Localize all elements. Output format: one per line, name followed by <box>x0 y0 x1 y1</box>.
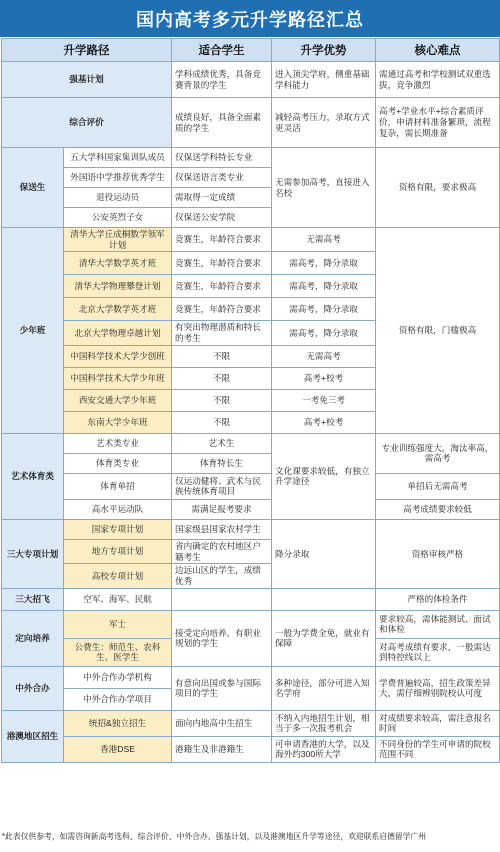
sub-path: 退役运动员 <box>64 188 172 208</box>
cell-advantage: 需高考，降分录取 <box>272 275 376 298</box>
cell-advantage: 一般为学费全免，就业有保障 <box>272 610 376 666</box>
cell-fit: 国家级县国家农村学生 <box>172 519 272 539</box>
table-row <box>2 666 500 688</box>
cell-difficulty: 要求较高，需体能测试、面试和体检 <box>376 610 500 638</box>
cell-fit: 需取得一定成绩 <box>172 188 272 208</box>
sub-path: 西安交通大学少年班 <box>64 389 172 411</box>
cell-advantage: 文化课要求较低，有独立升学途径 <box>272 433 376 519</box>
cell-fit: 竞赛生，年龄符合要求 <box>172 252 272 275</box>
cell-fit: 面向内地高中生招生 <box>172 710 272 736</box>
sub-path: 高水平运动队 <box>64 499 172 519</box>
category-baosong: 保送生 <box>2 148 64 228</box>
cell-fit: 成绩良好，具备全面素质的学生 <box>172 98 272 148</box>
sub-path: 香港DSE <box>64 736 172 762</box>
table-row <box>2 610 500 638</box>
table-row <box>2 736 500 762</box>
table-header-row <box>2 39 500 62</box>
cell-advantage: 需高考，降分录取 <box>272 298 376 321</box>
sub-path: 地方专项计划 <box>64 539 172 563</box>
sub-path: 高校专项计划 <box>64 564 172 588</box>
cell-difficulty: 高考成绩要求较低 <box>376 499 500 519</box>
sub-path: 空军、海军、民航 <box>64 588 172 610</box>
cell-difficulty: 需通过高考和学校测试双重选拔，竞争激烈 <box>376 62 500 98</box>
cell-difficulty: 资格有限，门槛极高 <box>376 228 500 434</box>
cell-difficulty: 对高考成绩有要求，一般需达到特控线以上 <box>376 638 500 666</box>
cell-difficulty: 单招后无需高考 <box>376 473 500 499</box>
cell-fit: 竞赛生，年龄符合要求 <box>172 228 272 252</box>
cell-fit: 竞赛生，年龄符合要求 <box>172 275 272 298</box>
cell-fit: 不限 <box>172 367 272 389</box>
cell-fit: 仅保送公安学院 <box>172 208 272 228</box>
cell-advantage: 可申请香港的大学，以及海外约300所大学 <box>272 736 376 762</box>
header-path: 升学路径 <box>2 39 172 62</box>
table-row <box>2 433 500 453</box>
cell-difficulty: 不同身份的学生可申请的院校范围不同 <box>376 736 500 762</box>
sub-path: 清华大学丘成桐数学领军计划 <box>64 228 172 252</box>
table-row <box>2 519 500 539</box>
sub-path: 清华大学数学英才班 <box>64 252 172 275</box>
cell-fit: 接受定向培养，有职业规划的学生 <box>172 610 272 666</box>
category-zonghe: 综合评价 <box>2 98 172 148</box>
table-row <box>2 499 500 519</box>
cell-fit: 边远山区的学生，成绩优秀 <box>172 564 272 588</box>
cell-difficulty: 高考+学业水平+综合素质评价，申请材料准备繁琐，流程复杂，需长期准备 <box>376 98 500 148</box>
cell-fit: 有意向出国或参与国际项目的学生 <box>172 666 272 710</box>
footnote: *此表仅供参考，如需咨询新高考选科、综合评价、中外合办、强基计划，以及港澳地区升学等途径，欢迎联系启德留学广州 <box>2 832 427 841</box>
sub-path: 清华大学物理攀登计划 <box>64 275 172 298</box>
cell-advantage: 降分录取 <box>272 519 376 588</box>
cell-advantage: 需高考，降分录取 <box>272 321 376 345</box>
cell-fit: 需满足报考要求 <box>172 499 272 519</box>
sub-path: 北京大学数学英才班 <box>64 298 172 321</box>
cell-fit: 港籍生及非港籍生 <box>172 736 272 762</box>
sub-path: 中外合作办学项目 <box>64 688 172 710</box>
cell-difficulty: 专业训练强度大，淘汰率高，需高考 <box>376 433 500 473</box>
table-row <box>2 62 500 98</box>
sub-path: 北京大学物理卓越计划 <box>64 321 172 345</box>
cell-advantage: 减轻高考压力，录取方式更灵活 <box>272 98 376 148</box>
header-fit: 适合学生 <box>172 39 272 62</box>
cell-fit: 体育特长生 <box>172 453 272 473</box>
sub-path: 军士 <box>64 610 172 638</box>
cell-fit: 不限 <box>172 345 272 367</box>
cell-advantage: 无需高考 <box>272 228 376 252</box>
summary-table <box>1 38 500 763</box>
cell-fit: 不限 <box>172 389 272 411</box>
sub-path: 公安英烈子女 <box>64 208 172 228</box>
sub-path: 外国语中学推荐优秀学生 <box>64 168 172 188</box>
sub-path: 五大学科国家集训队成员 <box>64 148 172 168</box>
category-qiangji: 强基计划 <box>2 62 172 98</box>
category-gangao: 港澳地区招生 <box>2 710 64 762</box>
sub-path: 艺术类专业 <box>64 433 172 453</box>
table-row <box>2 710 500 736</box>
header-advantage: 升学优势 <box>272 39 376 62</box>
cell-fit: 学科成绩优秀，具备竞赛背景的学生 <box>172 62 272 98</box>
table-row <box>2 473 500 499</box>
category-zhaofei: 三大招飞 <box>2 588 64 610</box>
cell-difficulty: 严格的体检条件 <box>376 588 500 610</box>
sub-path: 体育类专业 <box>64 453 172 473</box>
table-row <box>2 588 500 610</box>
category-shaonian: 少年班 <box>2 228 64 434</box>
page-title: 国内高考多元升学路径汇总 <box>0 0 500 37</box>
sub-path: 中国科学技术大学少创班 <box>64 345 172 367</box>
cell-difficulty: 学费普遍较高，招生政策差异大，需仔细辨别院校认可度 <box>376 666 500 710</box>
sub-path: 中外合作办学机构 <box>64 666 172 688</box>
cell-fit: 仅保送学科特长专业 <box>172 148 272 168</box>
sub-path: 体育单招 <box>64 473 172 499</box>
table-row <box>2 228 500 252</box>
category-sanda: 三大专项计划 <box>2 519 64 588</box>
cell-advantage: 高考+校考 <box>272 411 376 433</box>
sub-path: 东南大学少年班 <box>64 411 172 433</box>
table-row <box>2 148 500 168</box>
cell-advantage: 一考免三考 <box>272 389 376 411</box>
table-row <box>2 98 500 148</box>
sub-path: 国家专项计划 <box>64 519 172 539</box>
cell-advantage: 多种途径，部分可进入知名学府 <box>272 666 376 710</box>
cell-fit: 仅保送语言类专业 <box>172 168 272 188</box>
cell-difficulty: 对成绩要求较高，需注意报名时间 <box>376 710 500 736</box>
sub-path: 中国科学技术大学少年班 <box>64 367 172 389</box>
cell-difficulty: 资格有限，要求极高 <box>376 148 500 228</box>
sub-path: 统招&独立招生 <box>64 710 172 736</box>
header-difficulty: 核心难点 <box>376 39 500 62</box>
cell-advantage: 需高考，降分录取 <box>272 252 376 275</box>
cell-fit: 竞赛生，年龄符合要求 <box>172 298 272 321</box>
cell-fit: 省内确定的农村地区户籍考生 <box>172 539 272 563</box>
cell-advantage <box>272 588 376 610</box>
cell-advantage: 高考+校考 <box>272 367 376 389</box>
cell-advantage: 无需高考 <box>272 345 376 367</box>
cell-advantage: 无需参加高考，直接进入名校 <box>272 148 376 228</box>
sub-path: 公费生：师范生、农科生、医学生 <box>64 638 172 666</box>
cell-fit: 不限 <box>172 411 272 433</box>
cell-fit: 艺术生 <box>172 433 272 453</box>
category-yiti: 艺术体育类 <box>2 433 64 519</box>
cell-fit <box>172 588 272 610</box>
cell-fit: 仅运动健将、武术与民族传统体育项目 <box>172 473 272 499</box>
cell-difficulty: 资格审核严格 <box>376 519 500 588</box>
category-dingxiang: 定向培养 <box>2 610 64 666</box>
cell-fit: 有突出物理潜质和特长的考生 <box>172 321 272 345</box>
category-zhongwai: 中外合办 <box>2 666 64 710</box>
cell-advantage: 进入顶尖学府，侧重基础学科能力 <box>272 62 376 98</box>
cell-advantage: 不纳入内地招生计划，相当于多一次报考机会 <box>272 710 376 736</box>
